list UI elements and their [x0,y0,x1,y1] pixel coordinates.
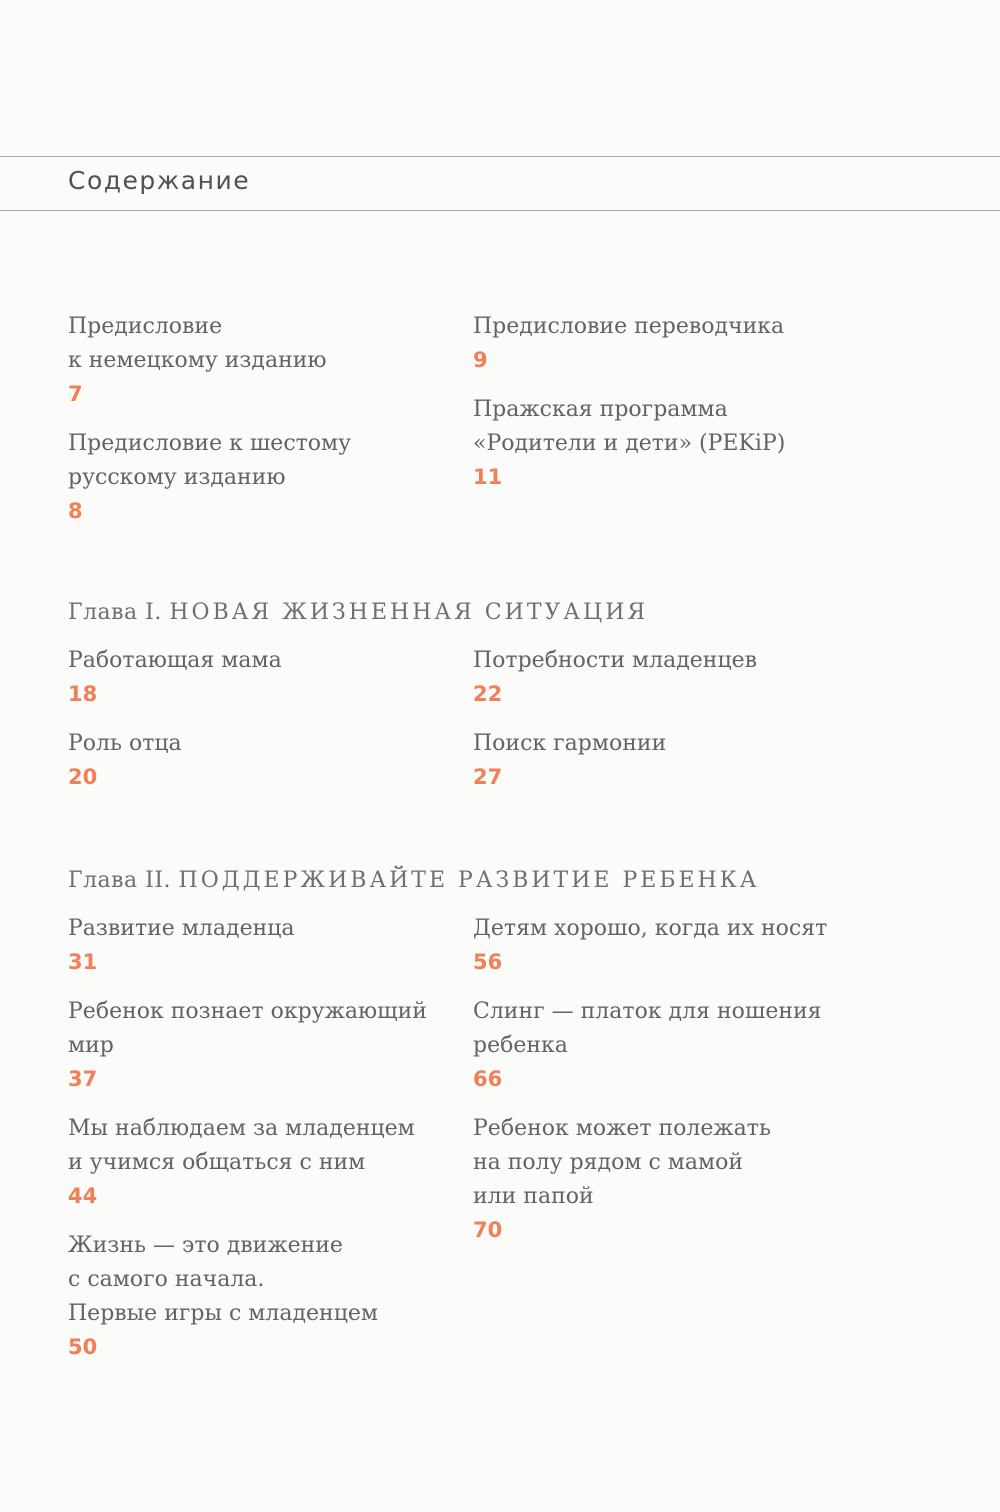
toc-entry[interactable] [473,310,913,376]
entry-title-line: Первые игры с младенцем [68,1301,378,1326]
chapter-name: НОВАЯ ЖИЗНЕННАЯ СИТУАЦИЯ [169,600,649,625]
toc-entry[interactable] [68,1229,458,1363]
entry-title-line: Потребности младенцев [473,648,757,673]
entry-title-line: русскому изданию [68,465,286,490]
entry-page-number: 9 [473,348,488,372]
entry-title [473,310,913,344]
top-rule [0,156,1000,157]
toc-entry[interactable] [473,912,913,978]
toc-entry[interactable] [473,995,913,1095]
entry-title-line: ребенка [473,1033,568,1058]
entry-title-line: Жизнь — это движение [68,1233,343,1258]
entry-page-number: 70 [473,1218,503,1242]
toc-entry[interactable] [68,1112,458,1212]
entry-page-number: 18 [68,682,98,706]
entry-page-number: 37 [68,1067,98,1091]
bottom-rule [0,210,1000,211]
entry-title-line: Ребенок может полежать [473,1116,771,1141]
entry-title-line: на полу рядом с мамой [473,1150,744,1175]
entry-page-number: 11 [473,465,503,489]
chapter-1-heading[interactable] [68,596,948,630]
entry-title [473,1112,913,1214]
chapter-1-right-column [473,644,913,810]
chapter-name: ПОДДЕРЖИВАЙТЕ РАЗВИТИЕ РЕБЕНКА [178,868,760,893]
entry-title [68,1229,458,1331]
entry-title-line: Ребенок познает окружающий [68,999,427,1024]
entry-title-line: Слинг — платок для ношения [473,999,822,1024]
toc-entry[interactable] [68,995,458,1095]
entry-title-line: «Родители и дети» (PEKiP) [473,431,786,456]
entry-title-line: Предисловие [68,314,223,339]
entry-title-line: Поиск гармонии [473,731,667,756]
chapter-1-left-column [68,644,458,810]
entry-title-line: с самого начала. [68,1267,265,1292]
entry-title-line: Детям хорошо, когда их носят [473,916,828,941]
entry-title [68,912,458,946]
toc-entry[interactable] [473,1112,913,1246]
front-matter-right-column [473,310,913,510]
toc-entry[interactable] [473,727,913,793]
entry-title [68,427,458,495]
entry-title [473,393,913,461]
entry-title-line: Работающая мама [68,648,282,673]
entry-title-line: или папой [473,1184,594,1209]
entry-page-number: 44 [68,1184,98,1208]
front-matter-left-column [68,310,458,544]
entry-title-line: Пражская программа [473,397,728,422]
entry-title [68,1112,458,1180]
entry-title [473,727,913,761]
entry-page-number: 66 [473,1067,503,1091]
entry-title [68,644,458,678]
entry-title [473,912,913,946]
entry-title-line: Роль отца [68,731,182,756]
toc-entry[interactable] [68,727,458,793]
chapter-2-left-column [68,912,458,1380]
entry-page-number: 8 [68,499,83,523]
chapter-label: Глава II. [68,868,172,893]
toc-entry[interactable] [473,644,913,710]
page-title: Содержание [68,166,251,195]
chapter-2-right-column [473,912,913,1263]
chapter-2-section [68,864,948,1512]
entry-title-line: Развитие младенца [68,916,295,941]
chapter-label: Глава I. [68,600,162,625]
entry-page-number: 27 [473,765,503,789]
entry-title-line: мир [68,1033,114,1058]
entry-title-line: и учимся общаться с ним [68,1150,366,1175]
entry-title-line: к немецкому изданию [68,348,327,373]
chapter-2-heading[interactable] [68,864,948,898]
entry-title-line: Предисловие к шестому [68,431,352,456]
entry-page-number: 22 [473,682,503,706]
entry-title [68,310,458,378]
entry-title [473,644,913,678]
entry-title [68,727,458,761]
entry-page-number: 56 [473,950,503,974]
entry-page-number: 20 [68,765,98,789]
entry-page-number: 50 [68,1335,98,1359]
entry-page-number: 7 [68,382,83,406]
entry-title-line: Предисловие переводчика [473,314,785,339]
toc-entry[interactable] [473,393,913,493]
entry-title [473,995,913,1063]
toc-entry[interactable] [68,310,458,410]
entry-page-number: 31 [68,950,98,974]
entry-title-line: Мы наблюдаем за младенцем [68,1116,415,1141]
entry-title [68,995,458,1063]
toc-entry[interactable] [68,912,458,978]
toc-entry[interactable] [68,644,458,710]
toc-entry[interactable] [68,427,458,527]
